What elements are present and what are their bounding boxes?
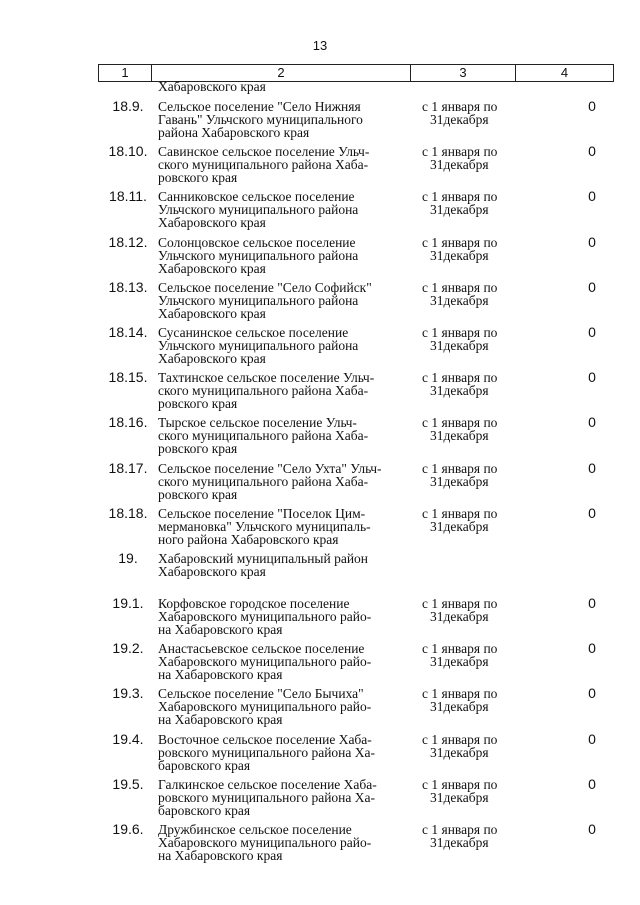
period-start: с 1 января по bbox=[422, 731, 498, 747]
row-number: 19. bbox=[118, 549, 138, 566]
row-value: 0 bbox=[588, 323, 596, 340]
row-number: 19.6. bbox=[112, 821, 144, 837]
table-row bbox=[98, 504, 612, 552]
row-number: 19.3. bbox=[112, 685, 144, 702]
period-start: с 1 января по bbox=[422, 324, 498, 340]
row-period bbox=[408, 507, 532, 552]
row-number: 18.14. bbox=[108, 323, 148, 340]
row-value: 0 bbox=[588, 143, 596, 160]
row-number: 18.12. bbox=[108, 233, 148, 250]
row-name: Хабаровский муниципальный район Хабаровского края bbox=[158, 550, 369, 579]
row-number: 18.16. bbox=[108, 414, 148, 431]
row-period bbox=[408, 733, 532, 778]
row-period bbox=[408, 778, 532, 823]
row-period bbox=[408, 281, 532, 326]
row-value: 0 bbox=[588, 233, 596, 250]
period-start: с 1 января по bbox=[422, 279, 498, 295]
period-end: 31декабря bbox=[430, 473, 489, 489]
period-start: с 1 января по bbox=[422, 686, 498, 702]
row-name: Сельское поселение "Село Нижняя Гавань" Ульчского муниципального района Хабаровского края bbox=[158, 99, 363, 140]
row-name: Галкинское сельское поселение Хаба- ровского муниципального района Ха- баровского края bbox=[158, 776, 377, 818]
row-name: Сельское поселение "Село Ухта" Ульч- ского муниципального района Хаба- ровского края bbox=[158, 460, 382, 502]
table-row bbox=[98, 100, 612, 145]
period-end: 31декабря bbox=[430, 744, 489, 760]
row-name: Сельское поселение "Поселок Цим- мермановка" Ульчского муниципаль- ного района Хабаровского края bbox=[158, 505, 371, 547]
row-number: 18.10. bbox=[108, 143, 148, 160]
period-end: 31декабря bbox=[430, 202, 489, 218]
row-value: 0 bbox=[588, 640, 596, 657]
table-row bbox=[98, 371, 612, 416]
header-col-3: 3 bbox=[410, 65, 515, 81]
table-body bbox=[98, 100, 612, 868]
row-value: 0 bbox=[588, 188, 596, 205]
table-row bbox=[98, 459, 612, 507]
row-number: 18.15. bbox=[108, 369, 148, 386]
table-row bbox=[98, 233, 612, 281]
table-row bbox=[98, 823, 612, 868]
table-row bbox=[98, 278, 612, 326]
row-name: Тахтинское сельское поселение Ульч- ского муниципального района Хаба- ровского края bbox=[158, 370, 375, 412]
period-end: 31декабря bbox=[430, 789, 489, 805]
row-number: 18.13. bbox=[108, 278, 148, 295]
row-value: 0 bbox=[588, 821, 596, 837]
table-row bbox=[98, 687, 612, 732]
table-row bbox=[98, 597, 612, 642]
row-value bbox=[532, 552, 612, 597]
period-start: с 1 января по bbox=[422, 370, 498, 386]
row-period bbox=[408, 597, 532, 642]
period-end: 31декабря bbox=[430, 292, 489, 308]
row-period bbox=[408, 326, 532, 371]
table-row bbox=[98, 416, 612, 461]
row-value: 0 bbox=[588, 459, 596, 476]
row-name: Корфовское городское поселение Хабаровского муниципального райо- на Хабаровского края bbox=[158, 596, 372, 638]
row-period bbox=[408, 100, 532, 145]
row-name: Санниковское сельское поселение Ульчского муниципального района Хабаровского края bbox=[158, 189, 359, 231]
table-row bbox=[98, 730, 612, 778]
row-name: Дружбинское сельское поселение Хабаровского муниципального райо- на Хабаровского края bbox=[158, 822, 372, 863]
period-end: 31декабря bbox=[430, 112, 489, 127]
period-start: с 1 января по bbox=[422, 99, 498, 114]
row-name: Восточное сельское поселение Хаба- ровского муниципального района Ха- баровского края bbox=[158, 731, 376, 773]
table-row bbox=[98, 642, 612, 687]
row-number: 18.18. bbox=[108, 504, 148, 521]
period-end: 31декабря bbox=[430, 699, 489, 715]
period-end: 31декабря bbox=[430, 383, 489, 399]
row-value: 0 bbox=[588, 504, 596, 521]
row-period bbox=[408, 236, 532, 281]
table-row bbox=[98, 775, 612, 823]
header-col-2: 2 bbox=[151, 65, 410, 81]
row-period bbox=[408, 687, 532, 732]
header-col-4: 4 bbox=[515, 65, 613, 81]
row-value: 0 bbox=[588, 278, 596, 295]
period-start: с 1 января по bbox=[422, 641, 498, 657]
row-value: 0 bbox=[588, 775, 596, 792]
table-row bbox=[98, 145, 612, 190]
period-end: 31декабря bbox=[430, 337, 489, 353]
row-number: 18.11. bbox=[109, 188, 147, 205]
period-end: 31декабря bbox=[430, 518, 489, 534]
row-period bbox=[408, 642, 532, 687]
period-start: с 1 января по bbox=[422, 189, 498, 205]
period-start: с 1 января по bbox=[422, 776, 498, 792]
period-start: с 1 января по bbox=[422, 460, 498, 476]
row-number: 19.2. bbox=[112, 640, 144, 657]
period-end: 31декабря bbox=[430, 428, 489, 444]
row-period bbox=[408, 190, 532, 235]
period-start: с 1 января по bbox=[422, 505, 498, 521]
row-value: 0 bbox=[588, 98, 596, 114]
carryover-text: Хабаровского края bbox=[158, 79, 266, 94]
period-start: с 1 января по bbox=[422, 415, 498, 431]
row-period bbox=[408, 416, 532, 461]
period-end: 31декабря bbox=[430, 247, 489, 263]
row-value: 0 bbox=[588, 414, 596, 431]
row-value: 0 bbox=[588, 595, 596, 612]
period-start: с 1 января по bbox=[422, 234, 498, 250]
row-name: Анастасьевское сельское поселение Хабаровского муниципального райо- на Хабаровского края bbox=[158, 641, 372, 683]
row-period bbox=[408, 552, 532, 597]
row-name: Сельское поселение "Село Софийск" Ульчского муниципального района Хабаровского края bbox=[158, 279, 372, 321]
row-period bbox=[408, 145, 532, 190]
row-number: 19.5. bbox=[112, 775, 144, 792]
row-number: 19.1. bbox=[112, 595, 144, 612]
row-number: 19.4. bbox=[112, 730, 144, 747]
page-number: 13 bbox=[312, 38, 328, 53]
row-number: 18.9. bbox=[112, 98, 144, 114]
period-start: с 1 января по bbox=[422, 596, 498, 612]
row-period bbox=[408, 462, 532, 507]
row-name: Сельское поселение "Село Бычиха" Хабаровского муниципального райо- на Хабаровского края bbox=[158, 686, 372, 728]
row-number: 18.17. bbox=[108, 459, 148, 476]
row-value: 0 bbox=[588, 685, 596, 702]
row-name: Тырское сельское поселение Ульч- ского муниципального района Хаба- ровского края bbox=[158, 415, 369, 457]
row-name: Солонцовское сельское поселение Ульчского муниципального района Хабаровского края bbox=[158, 234, 359, 276]
row-value: 0 bbox=[588, 369, 596, 386]
header-col-1: 1 bbox=[121, 65, 129, 80]
table-row bbox=[98, 549, 612, 597]
row-value: 0 bbox=[588, 730, 596, 747]
period-start: с 1 января по bbox=[422, 822, 498, 837]
period-end: 31декабря bbox=[430, 609, 489, 625]
row-period bbox=[408, 371, 532, 416]
table-row bbox=[98, 190, 612, 235]
table-row bbox=[98, 323, 612, 371]
period-end: 31декабря bbox=[430, 835, 489, 850]
row-period bbox=[408, 823, 532, 868]
row-name: Савинское сельское поселение Ульч- ского муниципального района Хаба- ровского края bbox=[158, 144, 370, 186]
period-end: 31декабря bbox=[430, 157, 489, 173]
period-start: с 1 января по bbox=[422, 144, 498, 160]
period-end: 31декабря bbox=[430, 654, 489, 670]
row-name: Сусанинское сельское поселение Ульчского муниципального района Хабаровского края bbox=[158, 324, 359, 366]
